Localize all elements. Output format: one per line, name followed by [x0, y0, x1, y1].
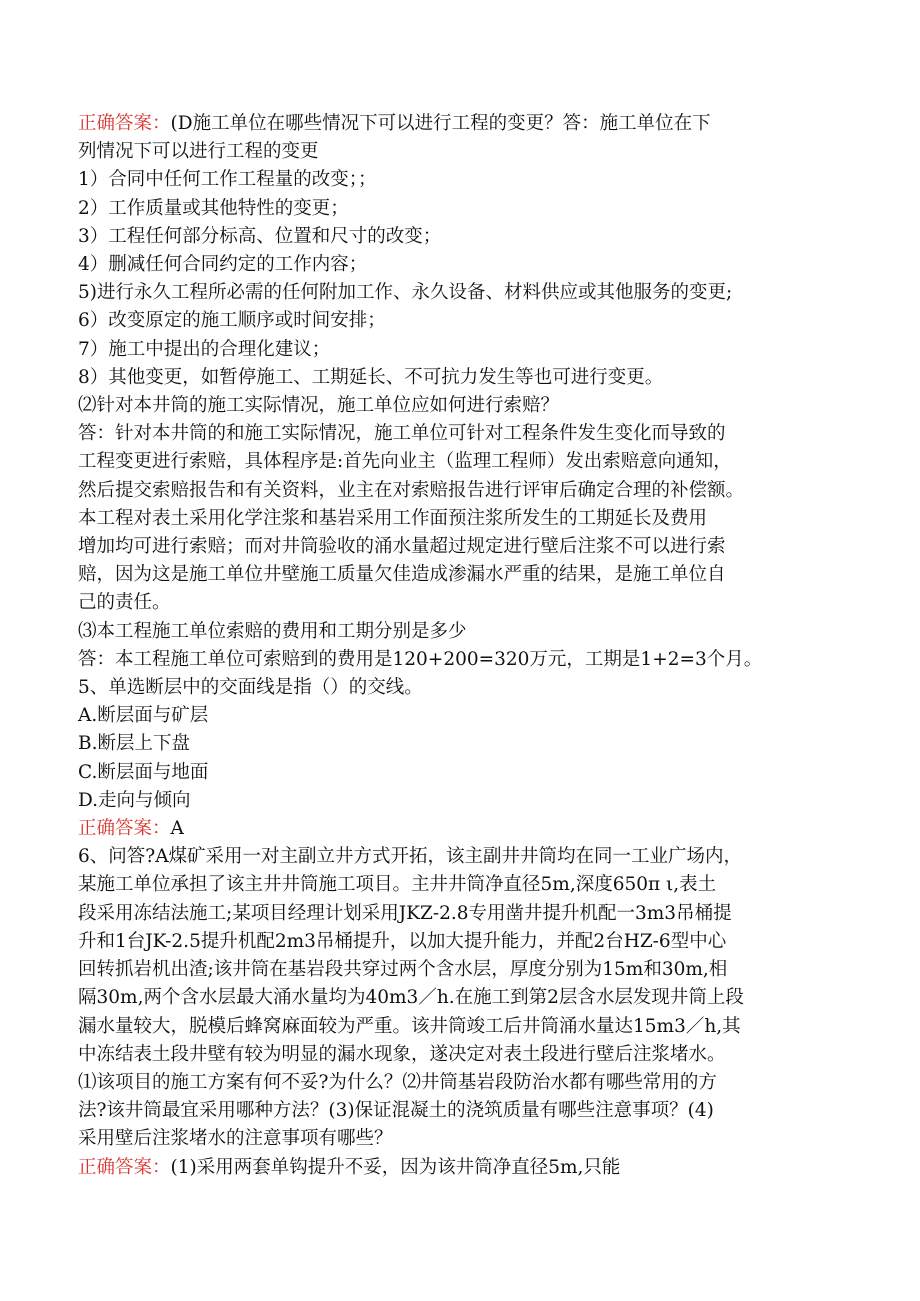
- answer-2-line: 己的责任。: [78, 592, 171, 614]
- question-6-line: 回转抓岩机出渣;该井筒在基岩段共穿过两个含水层，厚度分别为15m和30m,相: [78, 959, 728, 981]
- question-6-line: ⑴该项目的施工方案有何不妥?为什么？⑵井筒基岩段防治水都有哪些常用的方: [78, 1071, 717, 1093]
- option-d: D.走向与倾向: [78, 789, 191, 811]
- question-5-stem: 5、单选断层中的交面线是指（）的交线。: [78, 677, 423, 699]
- answer-3-line: 答：本工程施工单位可索赔到的费用是120+200=320万元，工期是1+2=3个月。: [78, 648, 763, 670]
- list-item: 7）施工中提出的合理化建议；: [78, 338, 331, 360]
- answer-text: A: [170, 818, 184, 840]
- question-6: [78, 843, 868, 1181]
- answer-2-line: 赔，因为这是施工单位井壁施工质量欠佳造成渗漏水严重的结果，是施工单位自: [78, 564, 726, 586]
- answer-line: [78, 1154, 868, 1182]
- list-item: 4）删减任何合同约定的工作内容；: [78, 254, 368, 276]
- question-6-line: 6、问答?A煤矿采用一对主副立井方式开拓，该主副井井筒均在同一工业广场内，: [78, 846, 743, 868]
- option-a: A.断层面与矿层: [78, 705, 209, 727]
- list-item: 2）工作质量或其他特性的变更；: [78, 197, 349, 219]
- answer-text-line: 列情况下可以进行工程的变更: [78, 141, 319, 163]
- document-page: [78, 110, 868, 1182]
- question-5: [78, 674, 868, 843]
- question-6-line: 漏水量较大，脱模后蜂窝麻面较为严重。该井筒竣工后井筒涌水量达15m3／h,其: [78, 1015, 741, 1037]
- list-item: 3）工程任何部分标高、位置和尺寸的改变；: [78, 225, 442, 247]
- answer-2-line: 然后提交索赔报告和有关资料，业主在对索赔报告进行评审后确定合理的补偿额。: [78, 479, 745, 501]
- question-6-line: 采用壁后注浆堵水的注意事项有哪些？: [78, 1128, 393, 1150]
- question-6-line: 中冻结表土段井壁有较为明显的漏水现象，遂决定对表土段进行壁后注浆堵水。: [78, 1043, 726, 1065]
- answer-line: [78, 815, 868, 843]
- question-6-line: 法?该井筒最宜采用哪种方法？(3)保证混凝土的浇筑质量有哪些注意事项？(4): [78, 1100, 714, 1122]
- answer-2-line: 本工程对表土采用化学注浆和基岩采用工作面预注浆所发生的工期延长及费用: [78, 507, 708, 529]
- question-6-line: 某施工单位承担了该主井井筒施工项目。主井井筒净直径5m,深度650π ι,表土: [78, 874, 717, 896]
- question-6-line: 段采用冻结法施工;某项目经理计划采用JKZ-2.8专用凿井提升机配一3m3吊桶提: [78, 902, 732, 924]
- sub-question-2: ⑵针对本井筒的施工实际情况，施工单位应如何进行索赔？: [78, 395, 560, 417]
- option-b: B.断层上下盘: [78, 733, 190, 755]
- option-c: C.断层面与地面: [78, 761, 209, 783]
- list-item: 6）改变原定的施工顺序或时间安排；: [78, 310, 386, 332]
- list-item: 5)进行永久工程所必需的任何附加工作、永久设备、材料供应或其他服务的变更;: [78, 282, 733, 304]
- question-6-line: 升和1台JK-2.5提升机配2m3吊桶提升，以加大提升能力，并配2台HZ-6型中心: [78, 930, 727, 952]
- answer-block-1: [78, 110, 868, 674]
- question-6-line: 隔30m,两个含水层最大涌水量均为40m3／h.在施工到第2层含水层发现井筒上段: [78, 987, 744, 1009]
- answer-line: [78, 110, 868, 138]
- answer-2-line: 答：针对本井筒的和施工实际情况，施工单位可针对工程条件发生变化而导致的: [78, 423, 726, 445]
- answer-label: 正确答案：: [78, 1156, 171, 1178]
- sub-question-3: ⑶本工程施工单位索赔的费用和工期分别是多少: [78, 620, 467, 642]
- answer-label: 正确答案：: [78, 818, 171, 840]
- answer-2-line: 工程变更进行索赔，具体程序是:首先向业主（监理工程师）发出索赔意向通知，: [78, 451, 732, 473]
- list-item: 1）合同中任何工作工程量的改变；；: [78, 169, 377, 191]
- answer-label: 正确答案：: [78, 113, 171, 134]
- answer-text: (1)采用两套单钩提升不妥，因为该井筒净直径5m,只能: [170, 1156, 621, 1178]
- list-item: 8）其他变更，如暂停施工、工期延长、不可抗力发生等也可进行变更。: [78, 366, 664, 388]
- answer-text: (D施工单位在哪些情况下可以进行工程的变更？答：施工单位在下: [170, 113, 711, 134]
- answer-2-line: 增加均可进行索赔；而对井筒验收的涌水量超过规定进行壁后注浆不可以进行索: [78, 536, 726, 558]
